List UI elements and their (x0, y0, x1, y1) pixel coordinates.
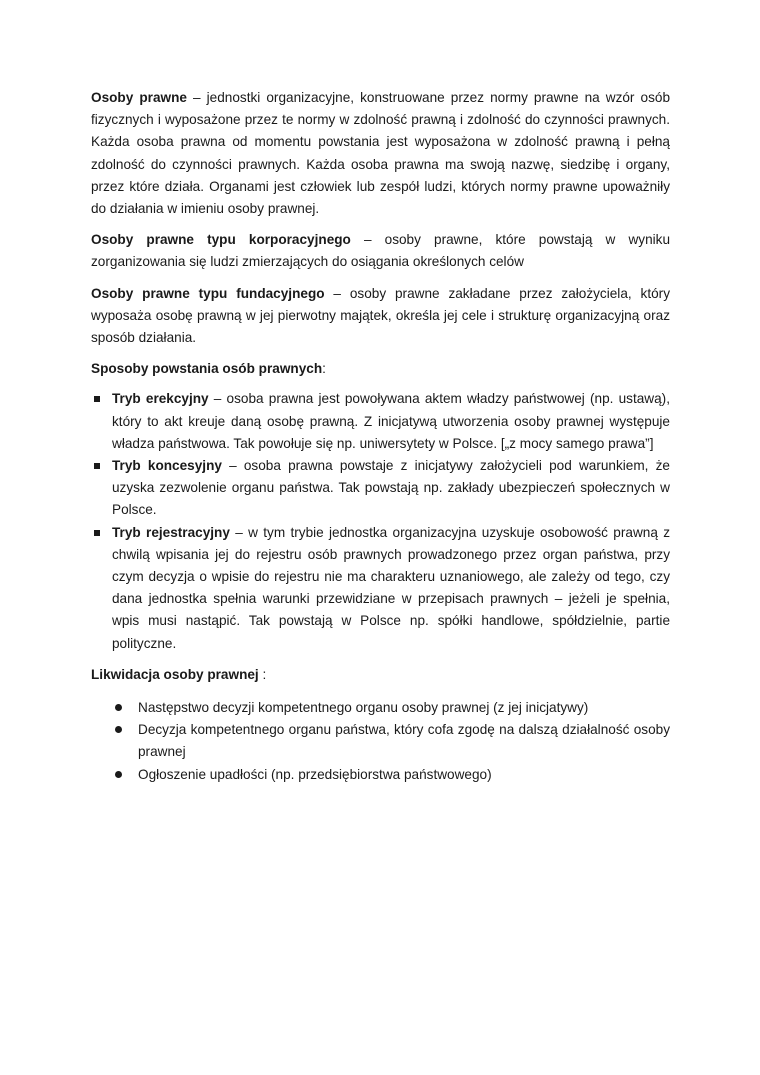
definition-erekcyjny: – osoba prawna jest powoływana aktem władzy państwowej (np. ustawą), który to akt kreuje daną osobę prawną. Z inicjatywą utworzenia osoby prawnej występuje władza państwowa. Tak powołuje się np. uniwersytety w Polsce. [„z mocy samego prawa”] (112, 391, 670, 451)
term-rejestracyjny: Tryb rejestracyjny (112, 524, 230, 540)
list-item-text: Ogłoszenie upadłości (np. przedsiębiorstwa państwowego) (138, 766, 492, 782)
term-korporacyjne: Osoby prawne typu korporacyjnego (91, 232, 351, 248)
square-bullet-icon (94, 463, 100, 469)
list-item-likwidacja (91, 764, 670, 786)
definition-fundacyjne: – osoby prawne zakładane przez założyciela, który wyposaża osobę prawną w jej pierwotny majątek, określa jej cele i strukturę organizacyjną oraz sposób działania. (91, 285, 670, 346)
round-bullet-icon (115, 704, 122, 711)
term-erekcyjny: Tryb erekcyjny (112, 391, 209, 407)
paragraph-osoby-prawne (91, 87, 670, 220)
definition-rejestracyjny: – w tym trybie jednostka organizacyjna uzyskuje osobowość prawną z chwilą wpisania jej do rejestru osób prawnych prowadzonego przez organ państwa, przy czym decyzja o wpisie do rejestru nie ma charakteru uznaniowego, ale zależy od tego, czy dana jednostka spełnia warunki przewidziane w przepisach prawnych – jeżeli je spełnia, wpis musi nastąpić. Tak powstają w Polsce np. spółki handlowe, spółdzielnie, partie polityczne. (112, 524, 670, 651)
heading-likwidacja (91, 664, 670, 686)
paragraph-fundacyjne (91, 283, 670, 350)
list-item-likwidacja (91, 697, 670, 719)
definition-osoby-prawne: – jednostki organizacyjne, konstruowane przez normy prawne na wzór osób fizycznych i wyposażone przez te normy w zdolność prawną i zdolność do czynności prawnych. Każda osoba prawna od momentu powstania jest wyposażona w zdolność prawną i pełną zdolność do czynności prawnych. Każda osoba prawna ma swoją nazwę, siedzibę i organy, przez które działa. Organami jest człowiek lub zespół ludzi, których normy prawne upoważniły do działania w imieniu osoby prawnej. (91, 90, 671, 217)
heading-sposoby (91, 358, 670, 380)
term-osoby-prawne: Osoby prawne (91, 90, 187, 105)
list-likwidacja (91, 697, 670, 786)
list-item-erekcyjny (91, 388, 670, 455)
heading-sposoby-suffix: : (322, 361, 326, 377)
list-sposoby (91, 388, 670, 654)
heading-likwidacja-suffix: : (258, 666, 267, 682)
round-bullet-icon (115, 726, 122, 733)
heading-likwidacja-text: Likwidacja osoby prawnej (91, 666, 259, 682)
term-koncesyjny: Tryb koncesyjny (112, 458, 222, 474)
list-item-text: Decyzja kompetentnego organu państwa, który cofa zgodę na dalszą działalność osoby prawnej (138, 722, 670, 760)
list-item-text: Następstwo decyzji kompetentnego organu osoby prawnej (z jej inicjatywy) (138, 700, 589, 716)
heading-sposoby-text: Sposoby powstania osób prawnych (91, 361, 323, 377)
list-item-rejestracyjny (91, 522, 670, 655)
list-item-koncesyjny (91, 455, 670, 522)
definition-korporacyjne: – osoby prawne, które powstają w wyniku zorganizowania się ludzi zmierzających do osiągania określonych celów (91, 232, 671, 270)
definition-koncesyjny: – osoba prawna powstaje z inicjatywy założycieli pod warunkiem, że uzyska zezwolenie organu państwa. Tak powstają np. zakłady ubezpieczeń społecznych w Polsce. (112, 458, 670, 518)
term-fundacyjne: Osoby prawne typu fundacyjnego (91, 285, 325, 301)
list-item-likwidacja (91, 719, 670, 763)
paragraph-korporacyjne (91, 229, 670, 273)
square-bullet-icon (94, 530, 100, 536)
square-bullet-icon (94, 396, 100, 402)
round-bullet-icon (115, 771, 122, 778)
